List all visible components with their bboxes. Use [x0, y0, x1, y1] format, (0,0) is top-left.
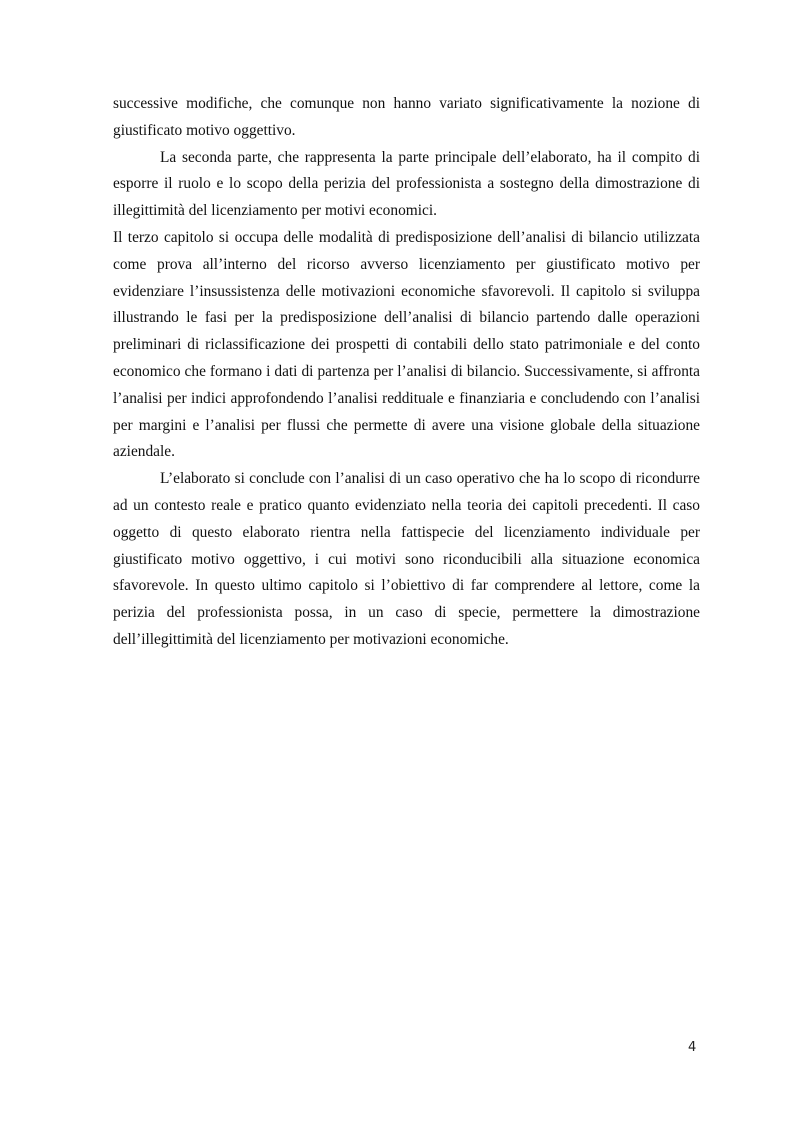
body-text: [113, 91, 700, 654]
page-number: 4: [688, 1040, 697, 1055]
paragraph-second-part: La seconda parte, che rappresenta la parte principale dell’elaborato, ha il compito di esporre il ruolo e lo scopo della perizia del professionista a sostegno della dimostrazione di illegittimità del licenziamento per motivi economici.: [113, 148, 700, 220]
paragraph-third-chapter: Il terzo capitolo si occupa delle modalità di predisposizione dell’analisi di bilancio utilizzata come prova all’interno del ricorso avverso licenziamento per giustificato motivo per evidenziare l’insussistenza delle motivazioni economiche sfavorevoli. Il capitolo si sviluppa illustrando le fasi per la predisposizione dell’analisi di bilancio partendo dalle operazioni preliminari di riclassificazione dei prospetti di contabili dello stato patrimoniale e del conto economico che formano i dati di partenza per l’analisi di bilancio. Successivamente, si affronta l’analisi per indici approfondendo l’analisi reddituale e finanziaria e concludendo con l’analisi per margini e l’analisi per flussi che permette di avere una visione globale della situazione aziendale.: [113, 228, 700, 461]
paragraph-continuation: successive modifiche, che comunque non hanno variato significativamente la nozione di giustificato motivo oggettivo.: [113, 95, 700, 139]
paragraph-conclusion: L’elaborato si conclude con l’analisi di un caso operativo che ha lo scopo di ricondurre ad un contesto reale e pratico quanto evidenziato nella teoria dei capitoli precedenti. Il caso oggetto di questo elaborato rientra nella fattispecie del licenziamento individuale per giustificato motivo oggettivo, i cui motivi sono riconducibili alla situazione economica sfavorevole. In questo ultimo capitolo si l’obiettivo di far comprendere al lettore, come la perizia del professionista possa, in un caso di specie, permettere la dimostrazione dell’illegittimità del licenziamento per motivazioni economiche.: [113, 470, 700, 648]
